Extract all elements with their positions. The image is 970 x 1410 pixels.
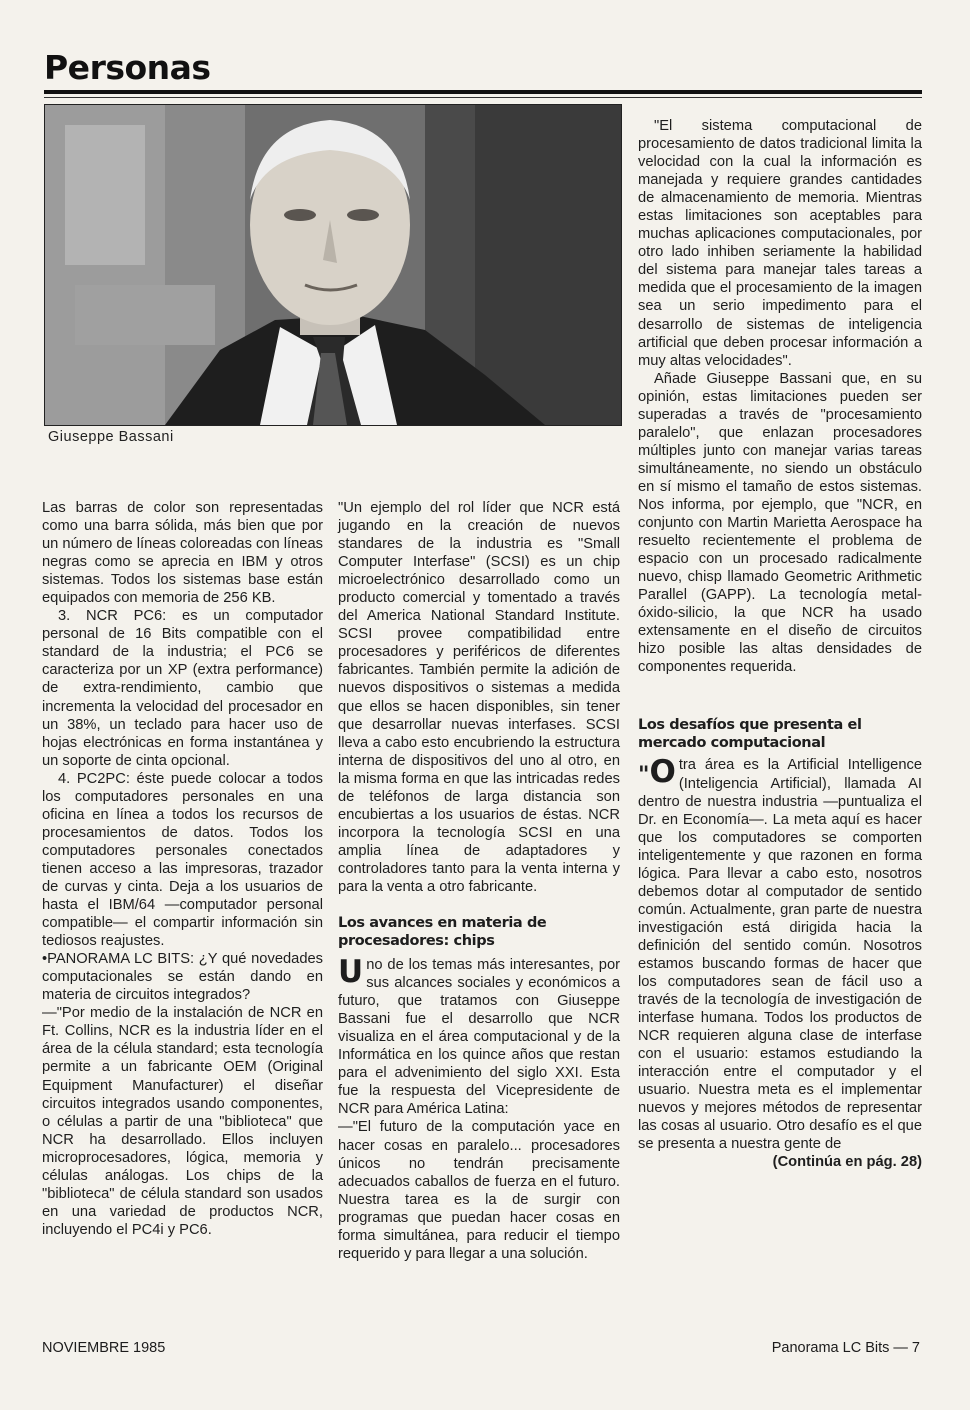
subheading: Los desafíos que presenta el mercado computacional	[638, 717, 862, 752]
header-rule-thick	[44, 90, 922, 94]
paragraph: Añade Giuseppe Bassani que, en su opinión, estas limitaciones pueden ser superadas a través de "procesamiento paralelo", que enlazan procesadores múltiples junto con manejar varias tareas simultáneamente, no siendo un obstáculo en sí mismo el tamaño de estos sistemas. Nos informa, por ejemplo, que "NCR, en conjunto con Martin Marietta Aerospace ha resuelto recientemente el problema de espacio con un procesado radicalmente nuevo, chisp llamado Geometric Arithmetic Parallel (GAPP). La tecnología metal-óxido-silicio, la que NCR ha usado extensamente en el diseño de circuitos hizo posible las altas densidades de componentes requerida.	[638, 370, 922, 676]
column-2	[338, 499, 620, 1263]
lead-paragraph: Uno de los temas más interesantes, por sus alcances sociales y económicos a futuro, que tratamos con Giuseppe Bassani fue el desarrollo que NCR visualiza en el área computacional y de la Informática en los quince años que restan para el advenimiento del siglo XXI. Esta fue la respuesta del Vicepresidente de NCR para América Latina:	[338, 954, 620, 1118]
paragraph: "Un ejemplo del rol líder que NCR está jugando en la creación de nuevos standares de la industria es "Small Computer Interfase" (SCSI) es un chip microelectrónico desarrollado como un producto comercial y tomentado a través del America National Standard Institute. SCSI provee compatibilidad entre procesadores y periféricos de diferentes fabricantes. También permite la adición de nuevos dispositivos o sistemas a medida que ellos se hacen disponibles, sin tener que desarrollar nuevas interfases. SCSI lleva a cabo esto encubriendo la estructura interna de dispositivos del uno al otro, en la misma forma en que las intricadas redes de teléfonos de larga distancia son encubiertas a los usuarios de éstas. NCR incorpora la tecnología SCSI en una amplia línea de adaptadores y controladores tanto para la venta interna y para la venta a otro fabricante.	[338, 500, 620, 895]
section-title: Personas	[44, 48, 211, 87]
header-rule-thin	[44, 97, 922, 98]
lead-paragraph: "O tra área es la Artificial Intelligence (Inteligencia Artificial), llamada AI dentro de nuestra industria —puntualiza el Dr. en Economía—. La meta aquí es hacer que los computadores se comporten inteligentemente y que razonen en forma lógica. Para llevar a cabo esto, nosotros debemos dotar al computador de sentido común. Actualmente, gran parte de nuestra investigación está dirigida hacia la definición del sentido común. Nosotros estamos buscando formas de hacer que los computadores sean de fácil uso a través de la tecnología de investigación de interfase humana. Todos los productos de NCR requieren alguna clase de interfase con el usuario: estamos estudiando la interacción entre el computador y el usuario. Nuestra meta es el implementar nuevos y mejores métodos de representar las cosas al usuario. Otro desafío es el que se presenta a nuestra gente de	[638, 754, 922, 1153]
paragraph: —"El futuro de la computación yace en hacer cosas en paralelo... procesadores únicos no tendrán precisamente adecuados caballos de fuerza en el futuro. Nuestra tarea es la de surgir con programas que puedan hacer cosas en forma simultánea, para reducir el tiempo requerido y para llegar a una solución.	[338, 1119, 620, 1262]
continued-note: (Continúa en pág. 28)	[772, 1154, 922, 1171]
paragraph: "El sistema computacional de procesamiento de datos tradicional limita la velocidad con la cual la información es manejada y requiere grandes cantidades de almacenamiento de memoria. Mientras estas limitaciones son aceptables para muchas aplicaciones computacionales, por otro lado inhiben seriamente la habilidad del sistema para manejar tales tareas a medida que el procesamiento de la imagen sea un serio impedimento para el desarrollo de sistemas de inteligencia artificial que deben procesar información a muy altas velocidades".	[638, 118, 922, 369]
column-1	[42, 499, 323, 1239]
subheading: Los avances en materia de procesadores: chips	[338, 915, 547, 950]
paragraph: 3. NCR PC6: es un computador personal de 16 Bits compatible con el standard de la industria; el PC6 se caracteriza por un XP (extra performance) de extra-rendimiento, cambio que incrementa la velocidad del procesador en un 38%, un teclado para hacer uso de hojas electrónicas en forma instantánea y un soporte de cinta opcional.	[42, 608, 323, 769]
paragraph: •PANORAMA LC BITS: ¿Y qué novedades computacionales se están dando en materia de circuitos integrados?	[42, 951, 323, 1004]
paragraph: —"Por medio de la instalación de NCR en Ft. Collins, NCR es la industria líder en el área de la célula standard; esta tecnología permite a un fabricante OEM (Original Equipment Manufacturer) el diseñar circuitos integrados usando componentes, o células a partir de una "biblioteca" que NCR ha desarrollado. Ellos incluyen microprocesadores, lógica, memoria y células análogas. Los chips de la "biblioteca" de célula standard son usados en una variedad de productos NCR, incluyendo el PC4i y PC6.	[42, 1005, 323, 1238]
quote-mark: "	[638, 763, 650, 789]
dropcap: "O	[638, 754, 676, 791]
dropcap: U	[338, 954, 364, 991]
paragraph: 4. PC2PC: éste puede colocar a todos los computadores personales en una oficina en línea a todos los recursos de procesamientos de datos. Todos los computadores personales conectados tienen acceso a las impresoras, trazador de curvas y cinta. Deja a los usuarios de hasta el IBM/64 —computador personal compatible— el compartir información sin tediosos reajustes.	[42, 770, 323, 950]
photo-caption: Giuseppe Bassani	[48, 429, 174, 445]
portrait-illustration	[45, 105, 621, 425]
footer-page-number: Panorama LC Bits — 7	[771, 1340, 920, 1356]
portrait-photo	[44, 104, 622, 426]
column-3	[638, 117, 922, 1172]
paragraph: Las barras de color son representadas como una barra sólida, más bien que por un número de líneas coloreadas con líneas negras como se aprecia en IBM y otros sistemas. Todos los sistemas base están equipados con memoria de 256 KB.	[42, 500, 323, 607]
footer-date: NOVIEMBRE 1985	[42, 1340, 166, 1356]
